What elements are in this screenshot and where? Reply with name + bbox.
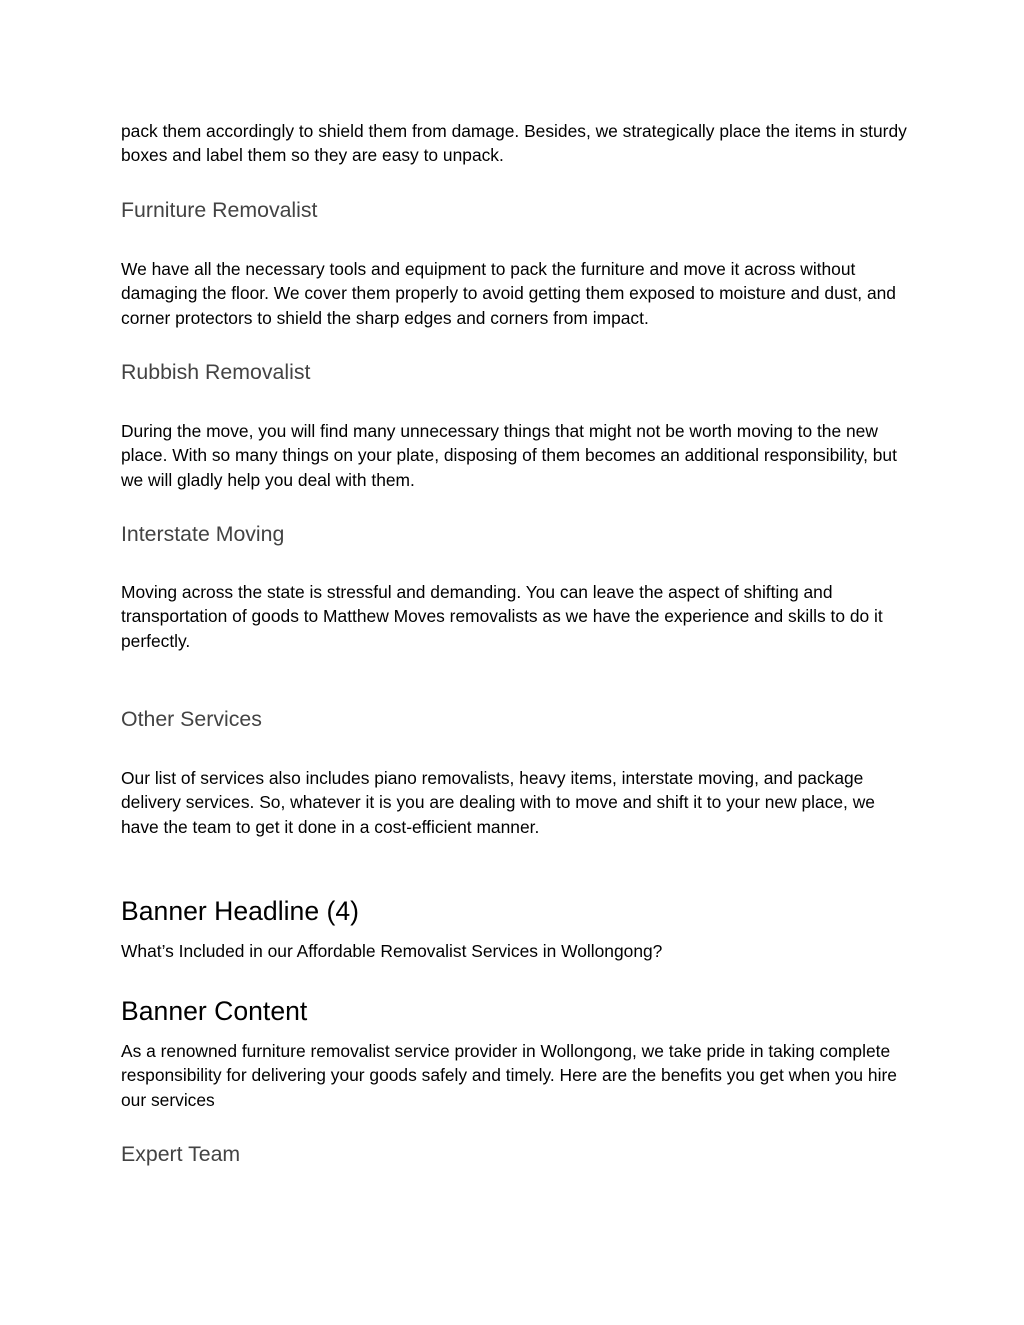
section-body-rubbish-removalist: During the move, you will find many unnecessary things that might not be worth moving to the new place. With so many things on your plate, disposing of them becomes an additional responsibility, but we will gladly help you deal with them. — [121, 421, 897, 490]
section-heading-interstate-moving: Interstate Moving — [121, 522, 285, 546]
section-heading-other-services: Other Services — [121, 707, 262, 731]
section-heading-rubbish-removalist: Rubbish Removalist — [121, 360, 311, 384]
section-body-interstate-moving: Moving across the state is stressful and demanding. You can leave the aspect of shifting and transportation of goods to Matthew Moves removalists as we have the experience and skills to do it perfectly. — [121, 582, 883, 651]
section-body-furniture-removalist: We have all the necessary tools and equipment to pack the furniture and move it across without damaging the floor. We cover them properly to avoid getting them exposed to moisture and dust, and corner protectors to shield the sharp edges and corners from impact. — [121, 259, 896, 328]
document-page — [121, 0, 911, 1325]
banner-content-text: As a renowned furniture removalist service provider in Wollongong, we take pride in taking complete responsibility for delivering your goods safely and timely. Here are the benefits you get when you hire our services — [121, 1041, 897, 1110]
intro-paragraph: pack them accordingly to shield them from damage. Besides, we strategically place the items in sturdy boxes and label them so they are easy to unpack. — [121, 121, 907, 166]
section-body-other-services: Our list of services also includes piano removalists, heavy items, interstate moving, and package delivery services. So, whatever it is you are dealing with to move and shift it to your new place, we have the team to get it done in a cost-efficient manner. — [121, 768, 875, 837]
banner-headline-text: What’s Included in our Affordable Removalist Services in Wollongong? — [121, 941, 663, 961]
banner-content-heading: Banner Content — [121, 996, 308, 1026]
section-heading-expert-team: Expert Team — [121, 1142, 241, 1166]
section-heading-furniture-removalist: Furniture Removalist — [121, 198, 318, 222]
banner-headline-heading: Banner Headline (4) — [121, 896, 360, 926]
